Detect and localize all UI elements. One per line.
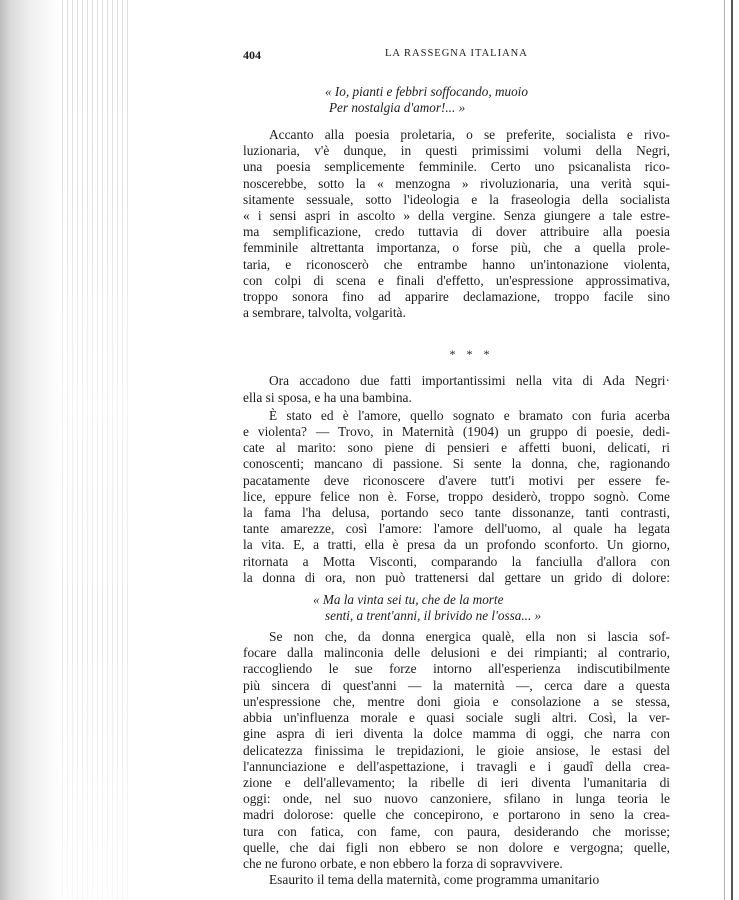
paragraph-1 <box>243 127 670 321</box>
text-line: l'annunciazione e dell'aspettazione, i travagli e i gaudî della crea- <box>243 758 670 774</box>
page-number: 404 <box>243 48 261 62</box>
text-line: più sincera di quest'anni — la maternità —, cerca dare a questa <box>243 677 670 693</box>
text-line: lice, eppure felice non è. Forse, troppo desiderò, troppo sognò. Come <box>243 488 670 504</box>
verse-quote-1 <box>325 84 670 115</box>
text-line: che ne furono orbate, e non ebbero la forza di sopravvivere. <box>243 855 563 871</box>
text-line: luzionaria, v'è dunque, in questi primissimi volumi della Negri, <box>243 143 670 159</box>
text-line: tante amarezze, così l'amore: l'amore dell'uomo, al quale ha legata <box>243 521 670 537</box>
text-line: la vita. E, a tratti, ella è presa da un profondo sconforto. Un giorno, <box>243 537 670 553</box>
text-line: taria, e riconoscerò che entrambe hanno un'intonazione violenta, <box>243 256 670 272</box>
text-line: Esaurito il tema della maternità, come programma umanitario <box>269 872 600 888</box>
text-line: tura con fatica, con fame, con paura, desiderando che morisse; <box>243 823 670 839</box>
verse-line: « Io, pianti e febbri soffocando, muoio <box>325 84 528 99</box>
text-line: e violenta? — Trovo, in Maternità (1904) un gruppo di poesie, dedi- <box>243 424 670 440</box>
text-line: « i sensi aspri in ascolto » della vergine. Senza giungere a tale estre- <box>243 208 670 224</box>
verse-quote-2 <box>313 592 670 623</box>
scan-page-edge-inner <box>724 0 725 900</box>
paragraph-4 <box>243 629 670 872</box>
text-line: pacatamente deve riconoscere d'avere tutt'i motivi per essere fe- <box>243 472 670 488</box>
text-line: conoscenti; mancano di passione. Si sente la donna, che, ragionando <box>243 456 670 472</box>
text-line: raccogliendo le sue forze intorno all'esperienza indiscutibilmente <box>243 661 670 677</box>
text-line: gine aspra di ieri diventa la dolce mamma di oggi, che narra con <box>243 726 670 742</box>
text-line: Se non che, da donna energica qualè, ella non si lascia sof- <box>269 629 670 645</box>
text-line: Accanto alla poesia proletaria, o se preferite, socialista e rivo- <box>269 127 670 142</box>
text-line: zione e dell'allevamento; la ribelle di ieri diventa l'umanitaria di <box>243 774 670 790</box>
text-line: un'espressione che, mentre doni gioia e consolazione a se stessa, <box>243 693 670 709</box>
text-line: ella si sposa, e ha una bambina. <box>243 389 412 405</box>
text-line: Ora accadono due fatti importantissimi nella vita di Ada Negri· <box>269 373 670 389</box>
scan-page-edge <box>731 0 733 900</box>
text-line: la fama l'ha delusa, portando seco tante dissonanze, tanti contrasti, <box>243 505 670 521</box>
text-line: focare dalla malinconia delle delusioni e dei rimpianti; al contrario, <box>243 645 670 661</box>
verse-line: Per nostalgia d'amor!... » <box>329 99 466 115</box>
text-line: a sembrare, talvolta, volgarità. <box>243 305 406 321</box>
paragraph-5 <box>243 872 670 888</box>
scan-binding-shadow <box>0 0 60 900</box>
text-line: ma semplificazione, credo tuttavia di dover attribuire alla poesia <box>243 224 670 240</box>
verse-line: « Ma la vinta sei tu, che de la morte <box>313 592 504 608</box>
paragraph-2 <box>243 373 670 405</box>
text-line: noscerebbe, sotto la « menzogna » rivoluzionaria, una verità squi- <box>243 175 670 191</box>
text-line: madri dolorose: quelle che concepirono, e portarono in seno la crea- <box>243 807 670 823</box>
text-line: oggi: onde, nel suo nuovo canzoniere, sfilano in lunga teoria le <box>243 791 670 807</box>
text-line: femminile altrettanta importanza, o forse più, che a quella prole- <box>243 240 670 256</box>
verse-line: senti, a trent'anni, il brivido ne l'ossa... » <box>325 607 542 623</box>
text-line: sitamente sessuale, sotto l'ideologia e la fraseologia della socialista <box>243 191 670 207</box>
text-line: con colpi di scena e finali d'effetto, un'espressione approssimativa, <box>243 272 670 288</box>
paragraph-3 <box>243 408 670 586</box>
text-line: delicatezza finissima le trepidazioni, le gioie ansiose, le estasi del <box>243 742 670 758</box>
running-title: LA RASSEGNA ITALIANA <box>385 48 528 59</box>
running-head <box>243 46 670 64</box>
text-line: cate al marito: sono piene di pensieri e affetti buoni, delicati, ri <box>243 440 670 456</box>
text-line: ritornata a Motta Visconti, comparando la fanciulla d'allora con <box>243 553 670 569</box>
book-page <box>243 46 670 888</box>
text-line: abbia un'influenza morale e quasi sociale sugli altri. Così, la ver- <box>243 710 670 726</box>
text-line: quelle, che dai figli non ebbero se non dolore e vergogna; quelle, <box>243 839 670 855</box>
section-separator: * * * <box>449 347 494 362</box>
text-line: la donna di ora, non può trattenersi dal gettare un grido di dolore: <box>243 569 670 585</box>
scan-binding-texture <box>62 0 132 900</box>
text-line: troppo sonora fino ad apparire declamazione, troppo facile sino <box>243 289 670 305</box>
text-line: È stato ed è l'amore, quello sognato e bramato con furia acerba <box>269 407 670 423</box>
text-line: una poesia semplicemente femminile. Certo uno psicanalista rico- <box>243 159 670 175</box>
